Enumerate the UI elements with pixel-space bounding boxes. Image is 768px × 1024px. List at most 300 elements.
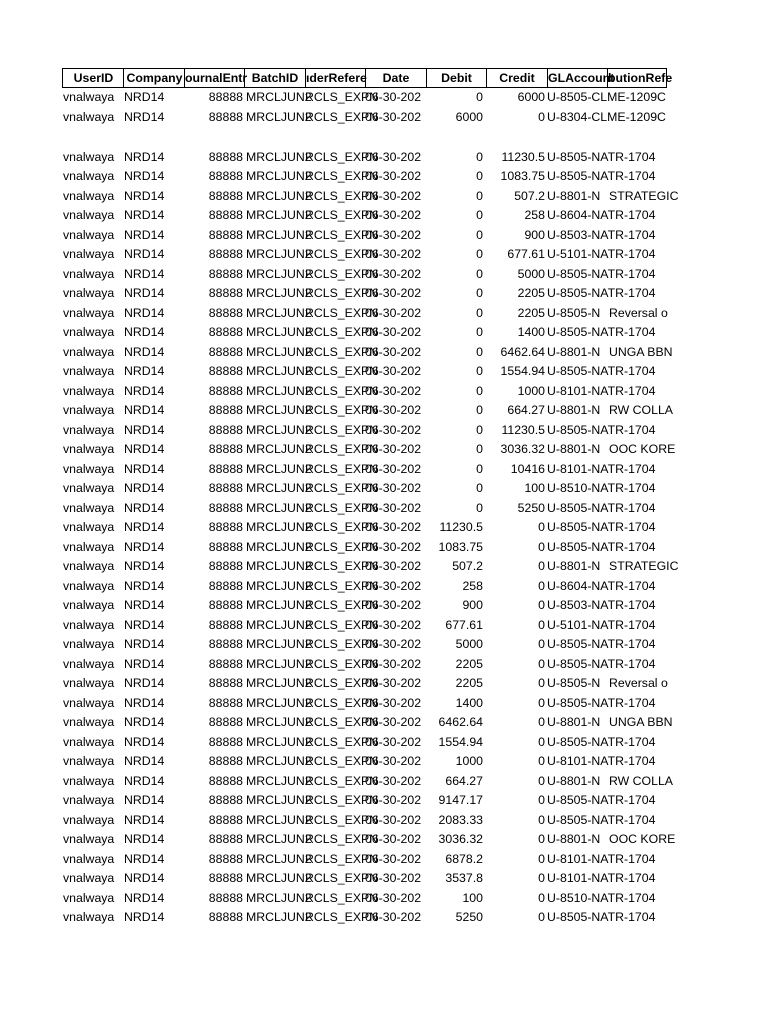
cell-batchid: MRCLJUN2 — [246, 637, 312, 652]
cell-glaccount: U-8604-NATR-1704 — [547, 208, 656, 223]
cell-date: 06-30-202 — [365, 734, 422, 749]
table-row — [62, 148, 667, 168]
cell-debit: 0 — [476, 422, 483, 437]
table-row — [62, 382, 667, 402]
cell-debit: 3537.8 — [445, 871, 483, 886]
cell-userid: vnalwaya — [63, 188, 115, 203]
cell-glaccount: U-8101-NATR-1704 — [547, 871, 656, 886]
cell-company: NRD14 — [124, 325, 165, 340]
cell-debit: 1083.75 — [438, 539, 483, 554]
cell-date: 06-30-202 — [365, 539, 422, 554]
table-row — [62, 245, 667, 265]
cell-headerreference: RCLS_EXPN — [305, 344, 379, 359]
cell-journalentry: 88888 — [208, 188, 243, 203]
cell-journalentry: 88888 — [208, 656, 243, 671]
cell-date: 06-30-202 — [365, 578, 422, 593]
cell-userid: vnalwaya — [63, 910, 115, 925]
table-row — [62, 187, 679, 207]
cell-userid: vnalwaya — [63, 559, 115, 574]
cell-glaccount: U-8505-NATR-1704 — [547, 149, 656, 164]
cell-userid: vnalwaya — [63, 715, 115, 730]
cell-credit: 0 — [538, 109, 545, 124]
cell-journalentry: 88888 — [208, 325, 243, 340]
cell-journalentry: 88888 — [208, 383, 243, 398]
table-row — [62, 655, 667, 675]
cell-batchid: MRCLJUN2 — [246, 773, 312, 788]
table-row — [62, 421, 667, 441]
table-row — [62, 713, 673, 733]
cell-date: 06-30-202 — [365, 90, 422, 105]
cell-credit: 0 — [538, 715, 545, 730]
cell-userid: vnalwaya — [63, 851, 115, 866]
cell-journalentry: 88888 — [208, 559, 243, 574]
cell-company: NRD14 — [124, 715, 165, 730]
cell-date: 06-30-202 — [365, 266, 422, 281]
cell-headerreference: RCLS_EXPN — [305, 890, 379, 905]
cell-headerreference: RCLS_EXPN — [305, 247, 379, 262]
cell-journalentry: 88888 — [208, 871, 243, 886]
table-row — [62, 577, 667, 597]
cell-batchid: MRCLJUN2 — [246, 734, 312, 749]
cell-glaccount: U-8503-NATR-1704 — [547, 227, 656, 242]
cell-company: NRD14 — [124, 403, 165, 418]
cell-credit: 0 — [538, 793, 545, 808]
cell-batchid: MRCLJUN2 — [246, 188, 312, 203]
cell-debit: 0 — [476, 149, 483, 164]
cell-glaccount: U-8505-NATR-1704 — [547, 500, 656, 515]
cell-headerreference: RCLS_EXPN — [305, 871, 379, 886]
cell-company: NRD14 — [124, 520, 165, 535]
cell-journalentry: 88888 — [208, 149, 243, 164]
cell-company: NRD14 — [124, 149, 165, 164]
cell-credit: 0 — [538, 559, 545, 574]
cell-headerreference: RCLS_EXPN — [305, 812, 379, 827]
cell-date: 06-30-202 — [365, 383, 422, 398]
table-row — [62, 479, 667, 499]
cell-company: NRD14 — [124, 617, 165, 632]
cell-glaccount: U-5101-NATR-1704 — [547, 617, 656, 632]
cell-userid: vnalwaya — [63, 403, 115, 418]
cell-userid: vnalwaya — [63, 793, 115, 808]
cell-date: 06-30-202 — [365, 247, 422, 262]
cell-debit: 0 — [476, 188, 483, 203]
cell-debit: 1000 — [455, 754, 483, 769]
cell-credit: 1554.94 — [500, 364, 545, 379]
cell-distributionreference: Reversal o — [609, 676, 668, 691]
cell-date: 06-30-202 — [365, 364, 422, 379]
cell-company: NRD14 — [124, 461, 165, 476]
header-distributionreference: butionRefe — [607, 68, 667, 88]
cell-glaccount: U-8505-NATR-1704 — [547, 734, 656, 749]
cell-journalentry: 88888 — [208, 910, 243, 925]
cell-journalentry: 88888 — [208, 442, 243, 457]
cell-credit: 0 — [538, 812, 545, 827]
cell-userid: vnalwaya — [63, 695, 115, 710]
cell-credit: 0 — [538, 539, 545, 554]
cell-credit: 0 — [538, 598, 545, 613]
cell-glaccount: U-8505-NATR-1704 — [547, 169, 656, 184]
cell-headerreference: RCLS_EXPN — [305, 578, 379, 593]
cell-credit: 5250 — [517, 500, 545, 515]
cell-batchid: MRCLJUN2 — [246, 227, 312, 242]
cell-credit: 0 — [538, 773, 545, 788]
cell-journalentry: 88888 — [208, 344, 243, 359]
table-row — [62, 343, 673, 363]
cell-headerreference: RCLS_EXPN — [305, 910, 379, 925]
table-row — [62, 811, 667, 831]
table-row — [62, 167, 667, 187]
cell-glaccount: U-8801-N — [547, 832, 601, 847]
cell-glaccount: U-8505-NATR-1704 — [547, 656, 656, 671]
cell-batchid: MRCLJUN2 — [246, 871, 312, 886]
cell-headerreference: RCLS_EXPN — [305, 793, 379, 808]
cell-batchid: MRCLJUN2 — [246, 403, 312, 418]
cell-headerreference: RCLS_EXPN — [305, 461, 379, 476]
cell-company: NRD14 — [124, 793, 165, 808]
cell-userid: vnalwaya — [63, 656, 115, 671]
cell-journalentry: 88888 — [208, 890, 243, 905]
cell-batchid: MRCLJUN2 — [246, 442, 312, 457]
cell-headerreference: RCLS_EXPN — [305, 734, 379, 749]
cell-date: 06-30-202 — [365, 695, 422, 710]
cell-journalentry: 88888 — [208, 520, 243, 535]
cell-headerreference: RCLS_EXPN — [305, 539, 379, 554]
cell-debit: 9147.17 — [438, 793, 483, 808]
cell-credit: 11230.5 — [501, 422, 545, 437]
cell-company: NRD14 — [124, 851, 165, 866]
cell-company: NRD14 — [124, 286, 165, 301]
cell-userid: vnalwaya — [63, 227, 115, 242]
cell-company: NRD14 — [124, 871, 165, 886]
cell-journalentry: 88888 — [208, 851, 243, 866]
cell-date: 06-30-202 — [365, 208, 422, 223]
cell-journalentry: 88888 — [208, 247, 243, 262]
cell-distributionreference: STRATEGIC — [609, 559, 679, 574]
cell-glaccount: U-8101-NATR-1704 — [547, 383, 656, 398]
cell-company: NRD14 — [124, 266, 165, 281]
cell-userid: vnalwaya — [63, 90, 115, 105]
cell-date: 06-30-202 — [365, 305, 422, 320]
blank-row — [62, 127, 667, 148]
cell-credit: 900 — [524, 227, 545, 242]
cell-batchid: MRCLJUN2 — [246, 832, 312, 847]
table-row — [62, 557, 679, 577]
cell-credit: 677.61 — [507, 247, 545, 262]
cell-credit: 0 — [538, 676, 545, 691]
cell-company: NRD14 — [124, 656, 165, 671]
table-row — [62, 538, 667, 558]
cell-credit: 1083.75 — [500, 169, 545, 184]
cell-company: NRD14 — [124, 208, 165, 223]
cell-journalentry: 88888 — [208, 539, 243, 554]
cell-date: 06-30-202 — [365, 286, 422, 301]
cell-company: NRD14 — [124, 910, 165, 925]
cell-debit: 0 — [476, 90, 483, 105]
cell-glaccount: U-8505-NATR-1704 — [547, 364, 656, 379]
cell-batchid: MRCLJUN2 — [246, 520, 312, 535]
cell-headerreference: RCLS_EXPN — [305, 266, 379, 281]
cell-glaccount: U-5101-NATR-1704 — [547, 247, 656, 262]
cell-date: 06-30-202 — [365, 149, 422, 164]
cell-credit: 10416 — [510, 461, 545, 476]
cell-debit: 0 — [476, 403, 483, 418]
cell-credit: 0 — [538, 617, 545, 632]
cell-headerreference: RCLS_EXPN — [305, 851, 379, 866]
cell-company: NRD14 — [124, 637, 165, 652]
cell-debit: 2205 — [455, 676, 483, 691]
cell-userid: vnalwaya — [63, 109, 115, 124]
cell-debit: 0 — [476, 266, 483, 281]
cell-journalentry: 88888 — [208, 364, 243, 379]
table-row — [62, 518, 667, 538]
cell-batchid: MRCLJUN2 — [246, 325, 312, 340]
cell-headerreference: RCLS_EXPN — [305, 695, 379, 710]
table-row — [62, 889, 667, 909]
cell-date: 06-30-202 — [365, 890, 422, 905]
cell-batchid: MRCLJUN2 — [246, 890, 312, 905]
cell-credit: 0 — [538, 851, 545, 866]
cell-credit: 0 — [538, 520, 545, 535]
cell-glaccount: U-8505-NATR-1704 — [547, 539, 656, 554]
spreadsheet — [62, 68, 679, 928]
cell-batchid: MRCLJUN2 — [246, 910, 312, 925]
cell-userid: vnalwaya — [63, 617, 115, 632]
cell-company: NRD14 — [124, 754, 165, 769]
table-body — [62, 88, 679, 928]
cell-glaccount: U-8505-CLME-1209C — [547, 90, 666, 105]
cell-batchid: MRCLJUN2 — [246, 539, 312, 554]
cell-headerreference: RCLS_EXPN — [305, 617, 379, 632]
cell-userid: vnalwaya — [63, 422, 115, 437]
cell-journalentry: 88888 — [208, 481, 243, 496]
cell-batchid: MRCLJUN2 — [246, 305, 312, 320]
cell-batchid: MRCLJUN2 — [246, 344, 312, 359]
cell-debit: 0 — [476, 325, 483, 340]
cell-debit: 11230.5 — [439, 520, 483, 535]
cell-debit: 5000 — [455, 637, 483, 652]
cell-batchid: MRCLJUN2 — [246, 422, 312, 437]
header-date: Date — [365, 68, 426, 88]
cell-company: NRD14 — [124, 890, 165, 905]
header-batchid: BatchID — [244, 68, 305, 88]
cell-date: 06-30-202 — [365, 715, 422, 730]
cell-batchid: MRCLJUN2 — [246, 656, 312, 671]
cell-distributionreference: RW COLLA — [609, 403, 674, 418]
cell-batchid: MRCLJUN2 — [246, 851, 312, 866]
cell-userid: vnalwaya — [63, 598, 115, 613]
cell-company: NRD14 — [124, 364, 165, 379]
cell-date: 06-30-202 — [365, 910, 422, 925]
cell-headerreference: RCLS_EXPN — [305, 90, 379, 105]
cell-glaccount: U-8505-NATR-1704 — [547, 422, 656, 437]
cell-userid: vnalwaya — [63, 637, 115, 652]
cell-debit: 0 — [476, 227, 483, 242]
cell-glaccount: U-8304-CLME-1209C — [547, 109, 666, 124]
header-row — [62, 68, 673, 88]
cell-batchid: MRCLJUN2 — [246, 208, 312, 223]
cell-date: 06-30-202 — [365, 656, 422, 671]
cell-userid: vnalwaya — [63, 169, 115, 184]
cell-debit: 100 — [462, 890, 483, 905]
cell-company: NRD14 — [124, 773, 165, 788]
cell-headerreference: RCLS_EXPN — [305, 715, 379, 730]
table-row — [62, 908, 667, 928]
cell-date: 06-30-202 — [365, 403, 422, 418]
cell-headerreference: RCLS_EXPN — [305, 227, 379, 242]
table-row — [62, 791, 667, 811]
cell-debit: 5250 — [455, 910, 483, 925]
cell-credit: 3036.32 — [500, 442, 545, 457]
cell-journalentry: 88888 — [208, 90, 243, 105]
cell-headerreference: RCLS_EXPN — [305, 637, 379, 652]
table-row — [62, 596, 667, 616]
cell-date: 06-30-202 — [365, 754, 422, 769]
cell-batchid: MRCLJUN2 — [246, 149, 312, 164]
header-headerreference: ıderRefere — [305, 68, 365, 88]
cell-batchid: MRCLJUN2 — [246, 383, 312, 398]
table-row — [62, 850, 667, 870]
cell-debit: 1554.94 — [438, 734, 483, 749]
cell-distributionreference: OOC KORE — [609, 832, 676, 847]
cell-credit: 1000 — [517, 383, 545, 398]
cell-glaccount: U-8101-NATR-1704 — [547, 851, 656, 866]
cell-debit: 6462.64 — [438, 715, 483, 730]
cell-date: 06-30-202 — [365, 871, 422, 886]
header-company: Company — [123, 68, 184, 88]
cell-date: 06-30-202 — [365, 481, 422, 496]
cell-company: NRD14 — [124, 539, 165, 554]
cell-batchid: MRCLJUN2 — [246, 169, 312, 184]
table-row — [62, 869, 667, 889]
cell-headerreference: RCLS_EXPN — [305, 305, 379, 320]
cell-glaccount: U-8505-NATR-1704 — [547, 812, 656, 827]
table-row — [62, 284, 667, 304]
cell-journalentry: 88888 — [208, 676, 243, 691]
cell-distributionreference: UNGA BBN — [609, 715, 673, 730]
cell-headerreference: RCLS_EXPN — [305, 676, 379, 691]
cell-debit: 0 — [476, 344, 483, 359]
cell-batchid: MRCLJUN2 — [246, 676, 312, 691]
cell-date: 06-30-202 — [365, 676, 422, 691]
cell-credit: 0 — [538, 637, 545, 652]
cell-company: NRD14 — [124, 383, 165, 398]
header-journalentry: ournalEntr — [184, 68, 244, 88]
cell-glaccount: U-8801-N — [547, 559, 601, 574]
table-row — [62, 460, 667, 480]
cell-headerreference: RCLS_EXPN — [305, 832, 379, 847]
cell-journalentry: 88888 — [208, 208, 243, 223]
cell-journalentry: 88888 — [208, 734, 243, 749]
cell-credit: 6462.64 — [500, 344, 545, 359]
cell-journalentry: 88888 — [208, 695, 243, 710]
cell-credit: 11230.5 — [501, 149, 545, 164]
cell-credit: 664.27 — [507, 403, 545, 418]
cell-date: 06-30-202 — [365, 500, 422, 515]
cell-date: 06-30-202 — [365, 325, 422, 340]
cell-glaccount: U-8801-N — [547, 773, 601, 788]
table-row — [62, 265, 667, 285]
cell-glaccount: U-8505-NATR-1704 — [547, 637, 656, 652]
cell-debit: 0 — [476, 461, 483, 476]
cell-date: 06-30-202 — [365, 793, 422, 808]
cell-debit: 2205 — [455, 656, 483, 671]
cell-glaccount: U-8505-NATR-1704 — [547, 266, 656, 281]
cell-debit: 6878.2 — [445, 851, 483, 866]
cell-debit: 0 — [476, 286, 483, 301]
cell-date: 06-30-202 — [365, 598, 422, 613]
table-row — [62, 304, 667, 324]
cell-glaccount: U-8503-NATR-1704 — [547, 598, 656, 613]
cell-date: 06-30-202 — [365, 773, 422, 788]
cell-distributionreference: RW COLLA — [609, 773, 674, 788]
table-row — [62, 694, 667, 714]
cell-batchid: MRCLJUN2 — [246, 812, 312, 827]
cell-date: 06-30-202 — [365, 851, 422, 866]
cell-batchid: MRCLJUN2 — [246, 481, 312, 496]
cell-userid: vnalwaya — [63, 383, 115, 398]
cell-glaccount: U-8505-N — [547, 676, 601, 691]
cell-date: 06-30-202 — [365, 520, 422, 535]
cell-company: NRD14 — [124, 169, 165, 184]
cell-headerreference: RCLS_EXPN — [305, 169, 379, 184]
cell-glaccount: U-8510-NATR-1704 — [547, 481, 656, 496]
cell-company: NRD14 — [124, 578, 165, 593]
cell-debit: 507.2 — [452, 559, 483, 574]
cell-debit: 664.27 — [445, 773, 483, 788]
cell-userid: vnalwaya — [63, 754, 115, 769]
cell-userid: vnalwaya — [63, 578, 115, 593]
cell-journalentry: 88888 — [208, 266, 243, 281]
cell-userid: vnalwaya — [63, 442, 115, 457]
cell-userid: vnalwaya — [63, 871, 115, 886]
cell-userid: vnalwaya — [63, 149, 115, 164]
cell-glaccount: U-8604-NATR-1704 — [547, 578, 656, 593]
cell-headerreference: RCLS_EXPN — [305, 149, 379, 164]
cell-userid: vnalwaya — [63, 286, 115, 301]
cell-glaccount: U-8505-NATR-1704 — [547, 286, 656, 301]
cell-debit: 0 — [476, 481, 483, 496]
cell-batchid: MRCLJUN2 — [246, 793, 312, 808]
cell-glaccount: U-8801-N — [547, 344, 601, 359]
cell-glaccount: U-8505-NATR-1704 — [547, 520, 656, 535]
cell-glaccount: U-8510-NATR-1704 — [547, 890, 656, 905]
table-row — [62, 772, 674, 792]
header-glaccount: GLAccount — [547, 68, 607, 88]
cell-headerreference: RCLS_EXPN — [305, 286, 379, 301]
cell-company: NRD14 — [124, 559, 165, 574]
table-row — [62, 674, 667, 694]
table-row — [62, 108, 667, 128]
table-row — [62, 88, 667, 108]
cell-credit: 507.2 — [514, 188, 545, 203]
cell-journalentry: 88888 — [208, 403, 243, 418]
cell-headerreference: RCLS_EXPN — [305, 442, 379, 457]
table-row — [62, 499, 667, 519]
cell-glaccount: U-8101-NATR-1704 — [547, 461, 656, 476]
cell-company: NRD14 — [124, 598, 165, 613]
cell-batchid: MRCLJUN2 — [246, 90, 312, 105]
cell-batchid: MRCLJUN2 — [246, 500, 312, 515]
cell-credit: 1400 — [517, 325, 545, 340]
header-debit: Debit — [426, 68, 486, 88]
cell-userid: vnalwaya — [63, 832, 115, 847]
cell-batchid: MRCLJUN2 — [246, 461, 312, 476]
cell-debit: 0 — [476, 442, 483, 457]
cell-batchid: MRCLJUN2 — [246, 617, 312, 632]
cell-journalentry: 88888 — [208, 169, 243, 184]
cell-credit: 0 — [538, 890, 545, 905]
cell-distributionreference: STRATEGIC — [609, 188, 679, 203]
